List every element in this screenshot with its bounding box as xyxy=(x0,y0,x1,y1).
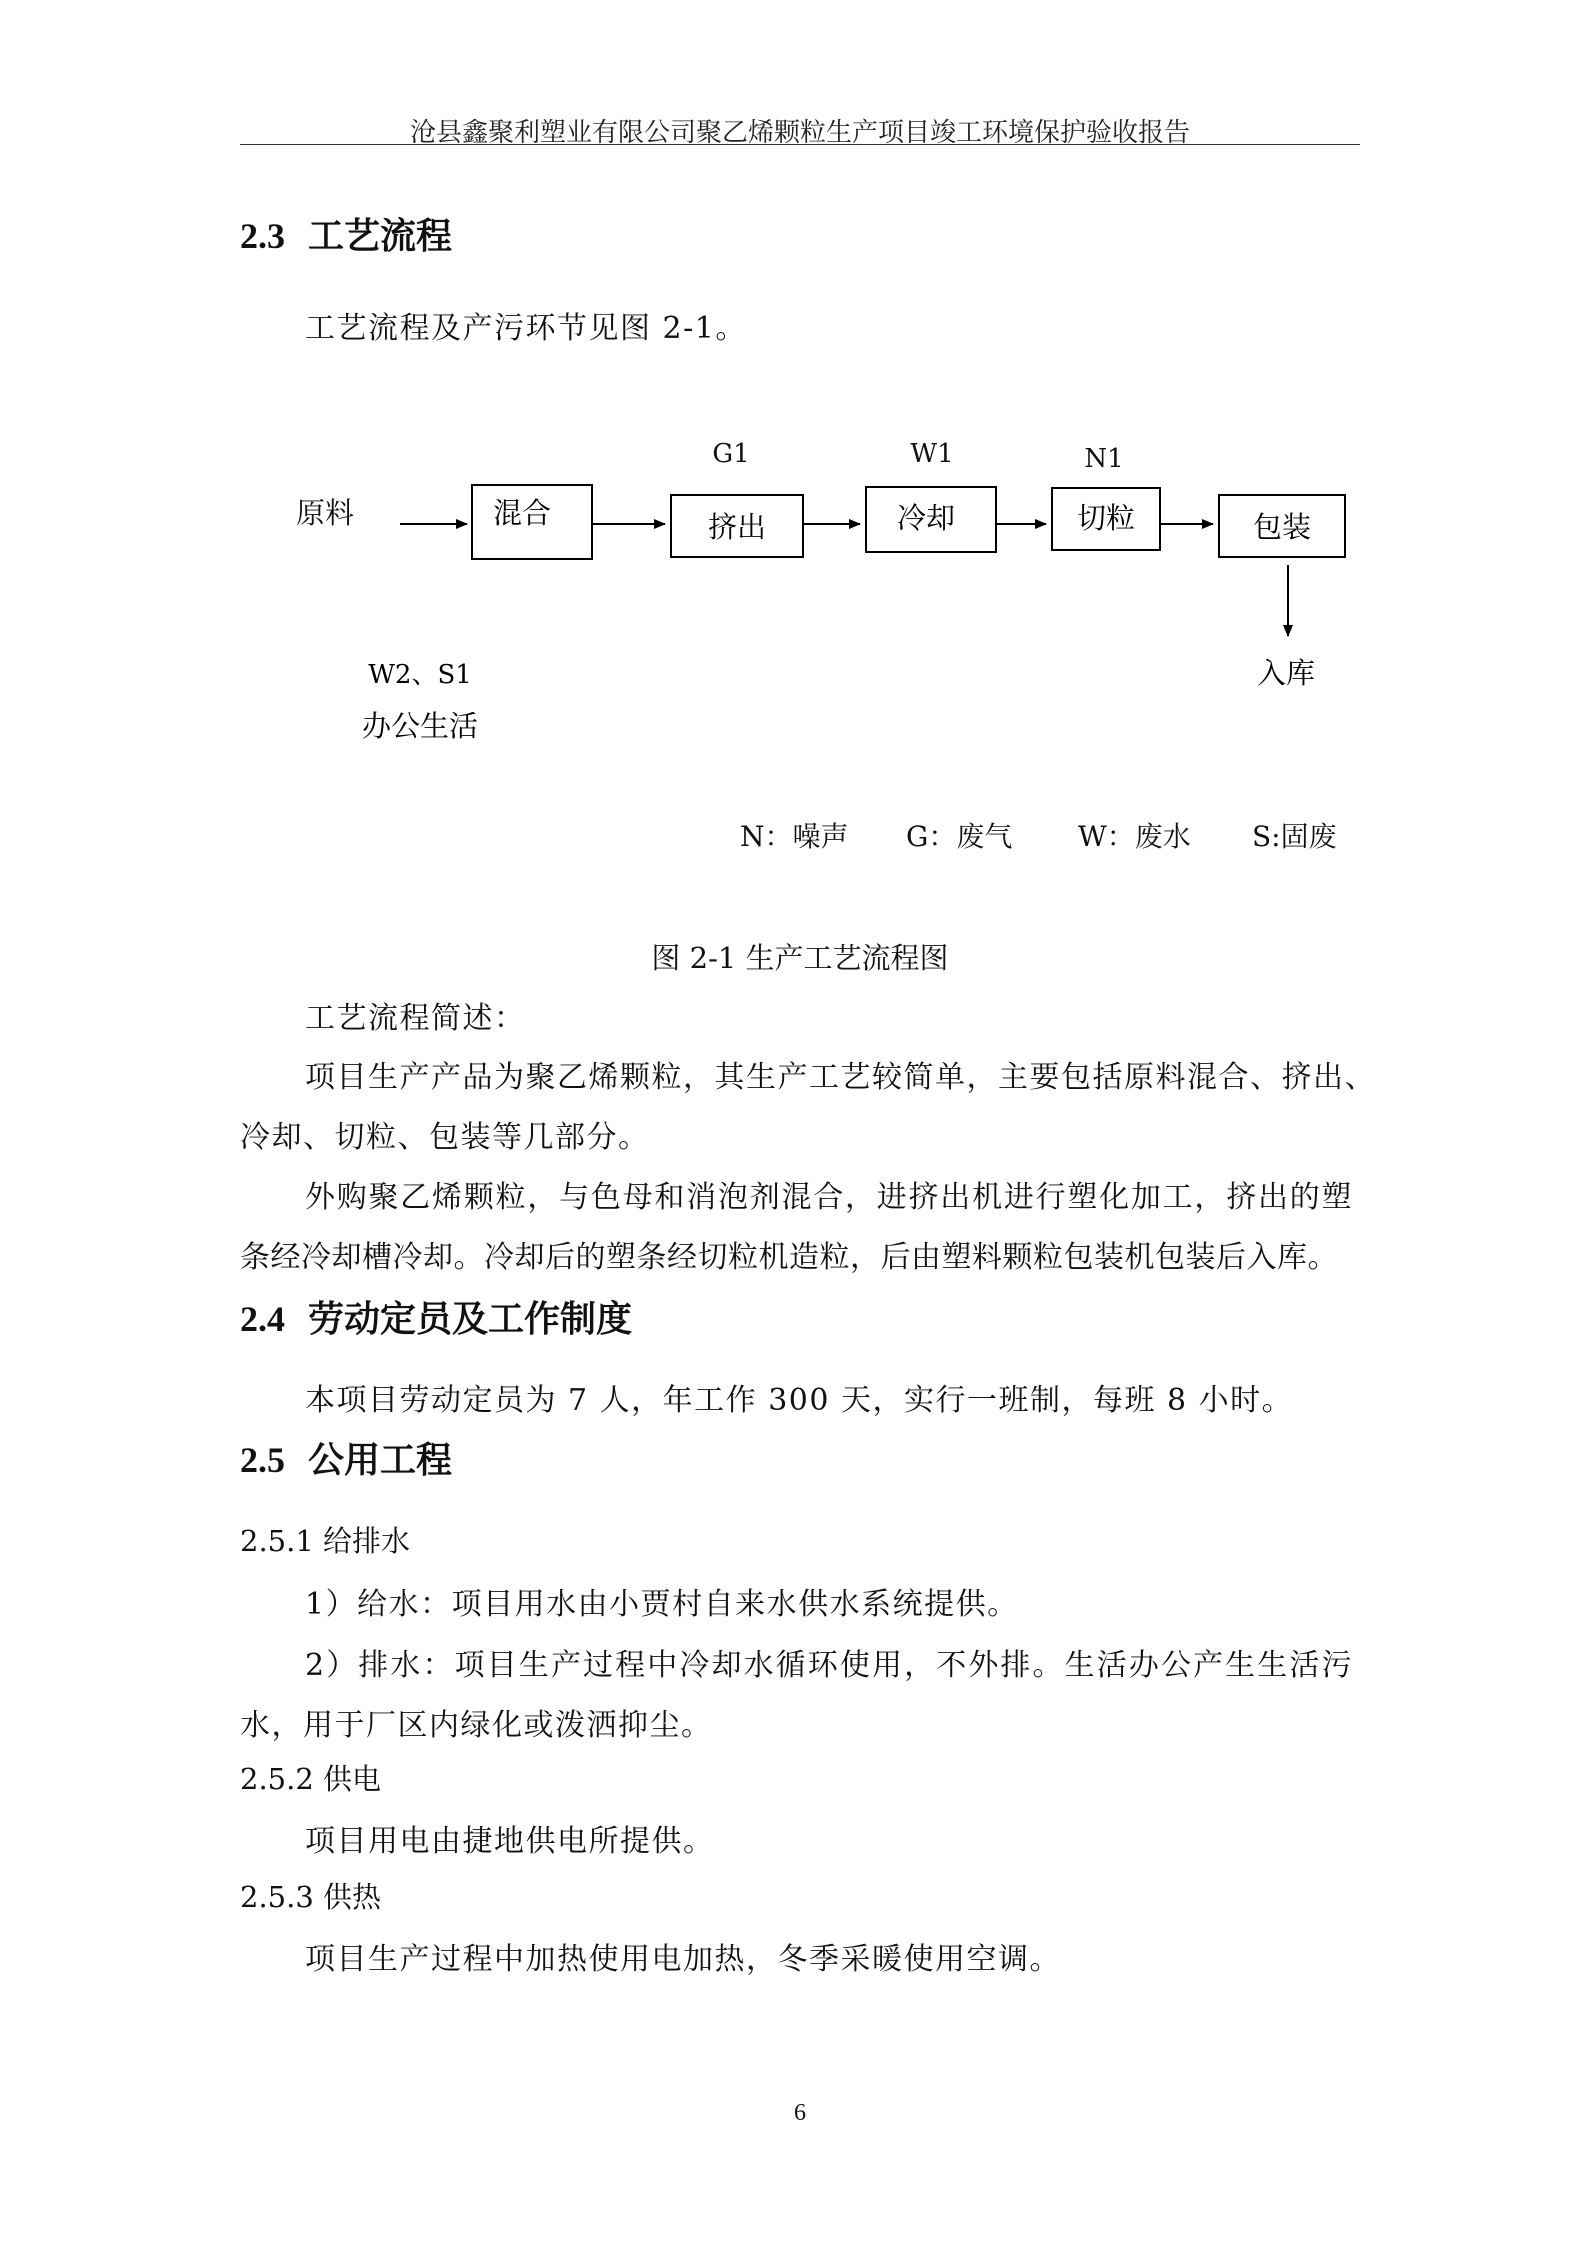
section-2-5-heading xyxy=(240,1432,452,1483)
section-2-3-intro: 工艺流程及产污环节见图 2-1。 xyxy=(305,311,747,346)
legend-noise: N：噪声 xyxy=(740,820,849,853)
office-label: 办公生活 xyxy=(361,709,479,743)
process-para1-line2: 冷却、切粒、包装等几部分。 xyxy=(240,1120,650,1155)
process-description-label: 工艺流程简述： xyxy=(305,1001,526,1036)
pollutant-tag-w1: W1 xyxy=(910,439,954,469)
subsection-2-5-1-heading: 2.5.1 给排水 xyxy=(240,1524,411,1558)
figure-caption: 图 2-1 生产工艺流程图 xyxy=(651,941,949,975)
legend-solid-waste: S:固废 xyxy=(1252,820,1337,853)
legend-exhaust: G：废气 xyxy=(906,820,1013,853)
section-title: 工艺流程 xyxy=(308,215,453,257)
section-2-4-text: 本项目劳动定员为 7 人，年工作 300 天，实行一班制，每班 8 小时。 xyxy=(305,1383,1294,1418)
section-title: 公用工程 xyxy=(308,1439,453,1481)
running-header: 沧县鑫聚利塑业有限公司聚乙烯颗粒生产项目竣工环境保护验收报告 xyxy=(409,118,1190,148)
section-2-3-heading xyxy=(240,208,452,259)
section-number: 2.4 xyxy=(240,1299,285,1339)
pollutant-tag-n1: N1 xyxy=(1084,444,1124,474)
page-number: 6 xyxy=(794,2100,806,2126)
section-title: 劳动定员及工作制度 xyxy=(308,1298,633,1340)
header-rule xyxy=(240,144,1360,145)
section-number: 2.5 xyxy=(240,1440,285,1480)
process-flow-diagram xyxy=(0,420,1587,880)
step-label-pelletizing: 切粒 xyxy=(1076,501,1136,535)
output-label: 入库 xyxy=(1256,656,1316,690)
input-label: 原料 xyxy=(296,496,355,530)
water-supply-item: 1）给水：项目用水由小贾村自来水供水系统提供。 xyxy=(305,1587,1019,1622)
pollutant-tag-g1: G1 xyxy=(712,439,750,469)
step-label-packaging: 包装 xyxy=(1252,510,1312,544)
step-label-mixing: 混合 xyxy=(492,496,552,530)
legend-wastewater: W：废水 xyxy=(1078,820,1191,853)
subsection-2-5-2-heading: 2.5.2 供电 xyxy=(240,1762,382,1796)
power-supply-text: 项目用电由捷地供电所提供。 xyxy=(305,1824,715,1859)
drainage-item-line1: 2）排水：项目生产过程中冷却水循环使用，不外排。生活办公产生生活污 xyxy=(305,1648,1353,1683)
subsection-2-5-3-heading: 2.5.3 供热 xyxy=(240,1880,382,1914)
heating-text: 项目生产过程中加热使用电加热，冬季采暖使用空调。 xyxy=(305,1942,1061,1977)
process-para2-line1: 外购聚乙烯颗粒，与色母和消泡剂混合，进挤出机进行塑化加工，挤出的塑 xyxy=(305,1180,1353,1215)
drainage-item-line2: 水，用于厂区内绿化或泼洒抑尘。 xyxy=(240,1708,713,1743)
process-para2-line2: 条经冷却槽冷却。冷却后的塑条经切粒机造粒，后由塑料颗粒包装机包装后入库。 xyxy=(240,1240,1338,1275)
step-label-extrusion: 挤出 xyxy=(707,510,767,544)
office-pollutant-tag: W2、S1 xyxy=(368,660,472,690)
step-label-cooling: 冷却 xyxy=(896,501,956,535)
section-number: 2.3 xyxy=(240,216,285,256)
section-2-4-heading xyxy=(240,1291,632,1342)
process-para1-line1: 项目生产产品为聚乙烯颗粒，其生产工艺较简单，主要包括原料混合、挤出、 xyxy=(305,1060,1376,1095)
